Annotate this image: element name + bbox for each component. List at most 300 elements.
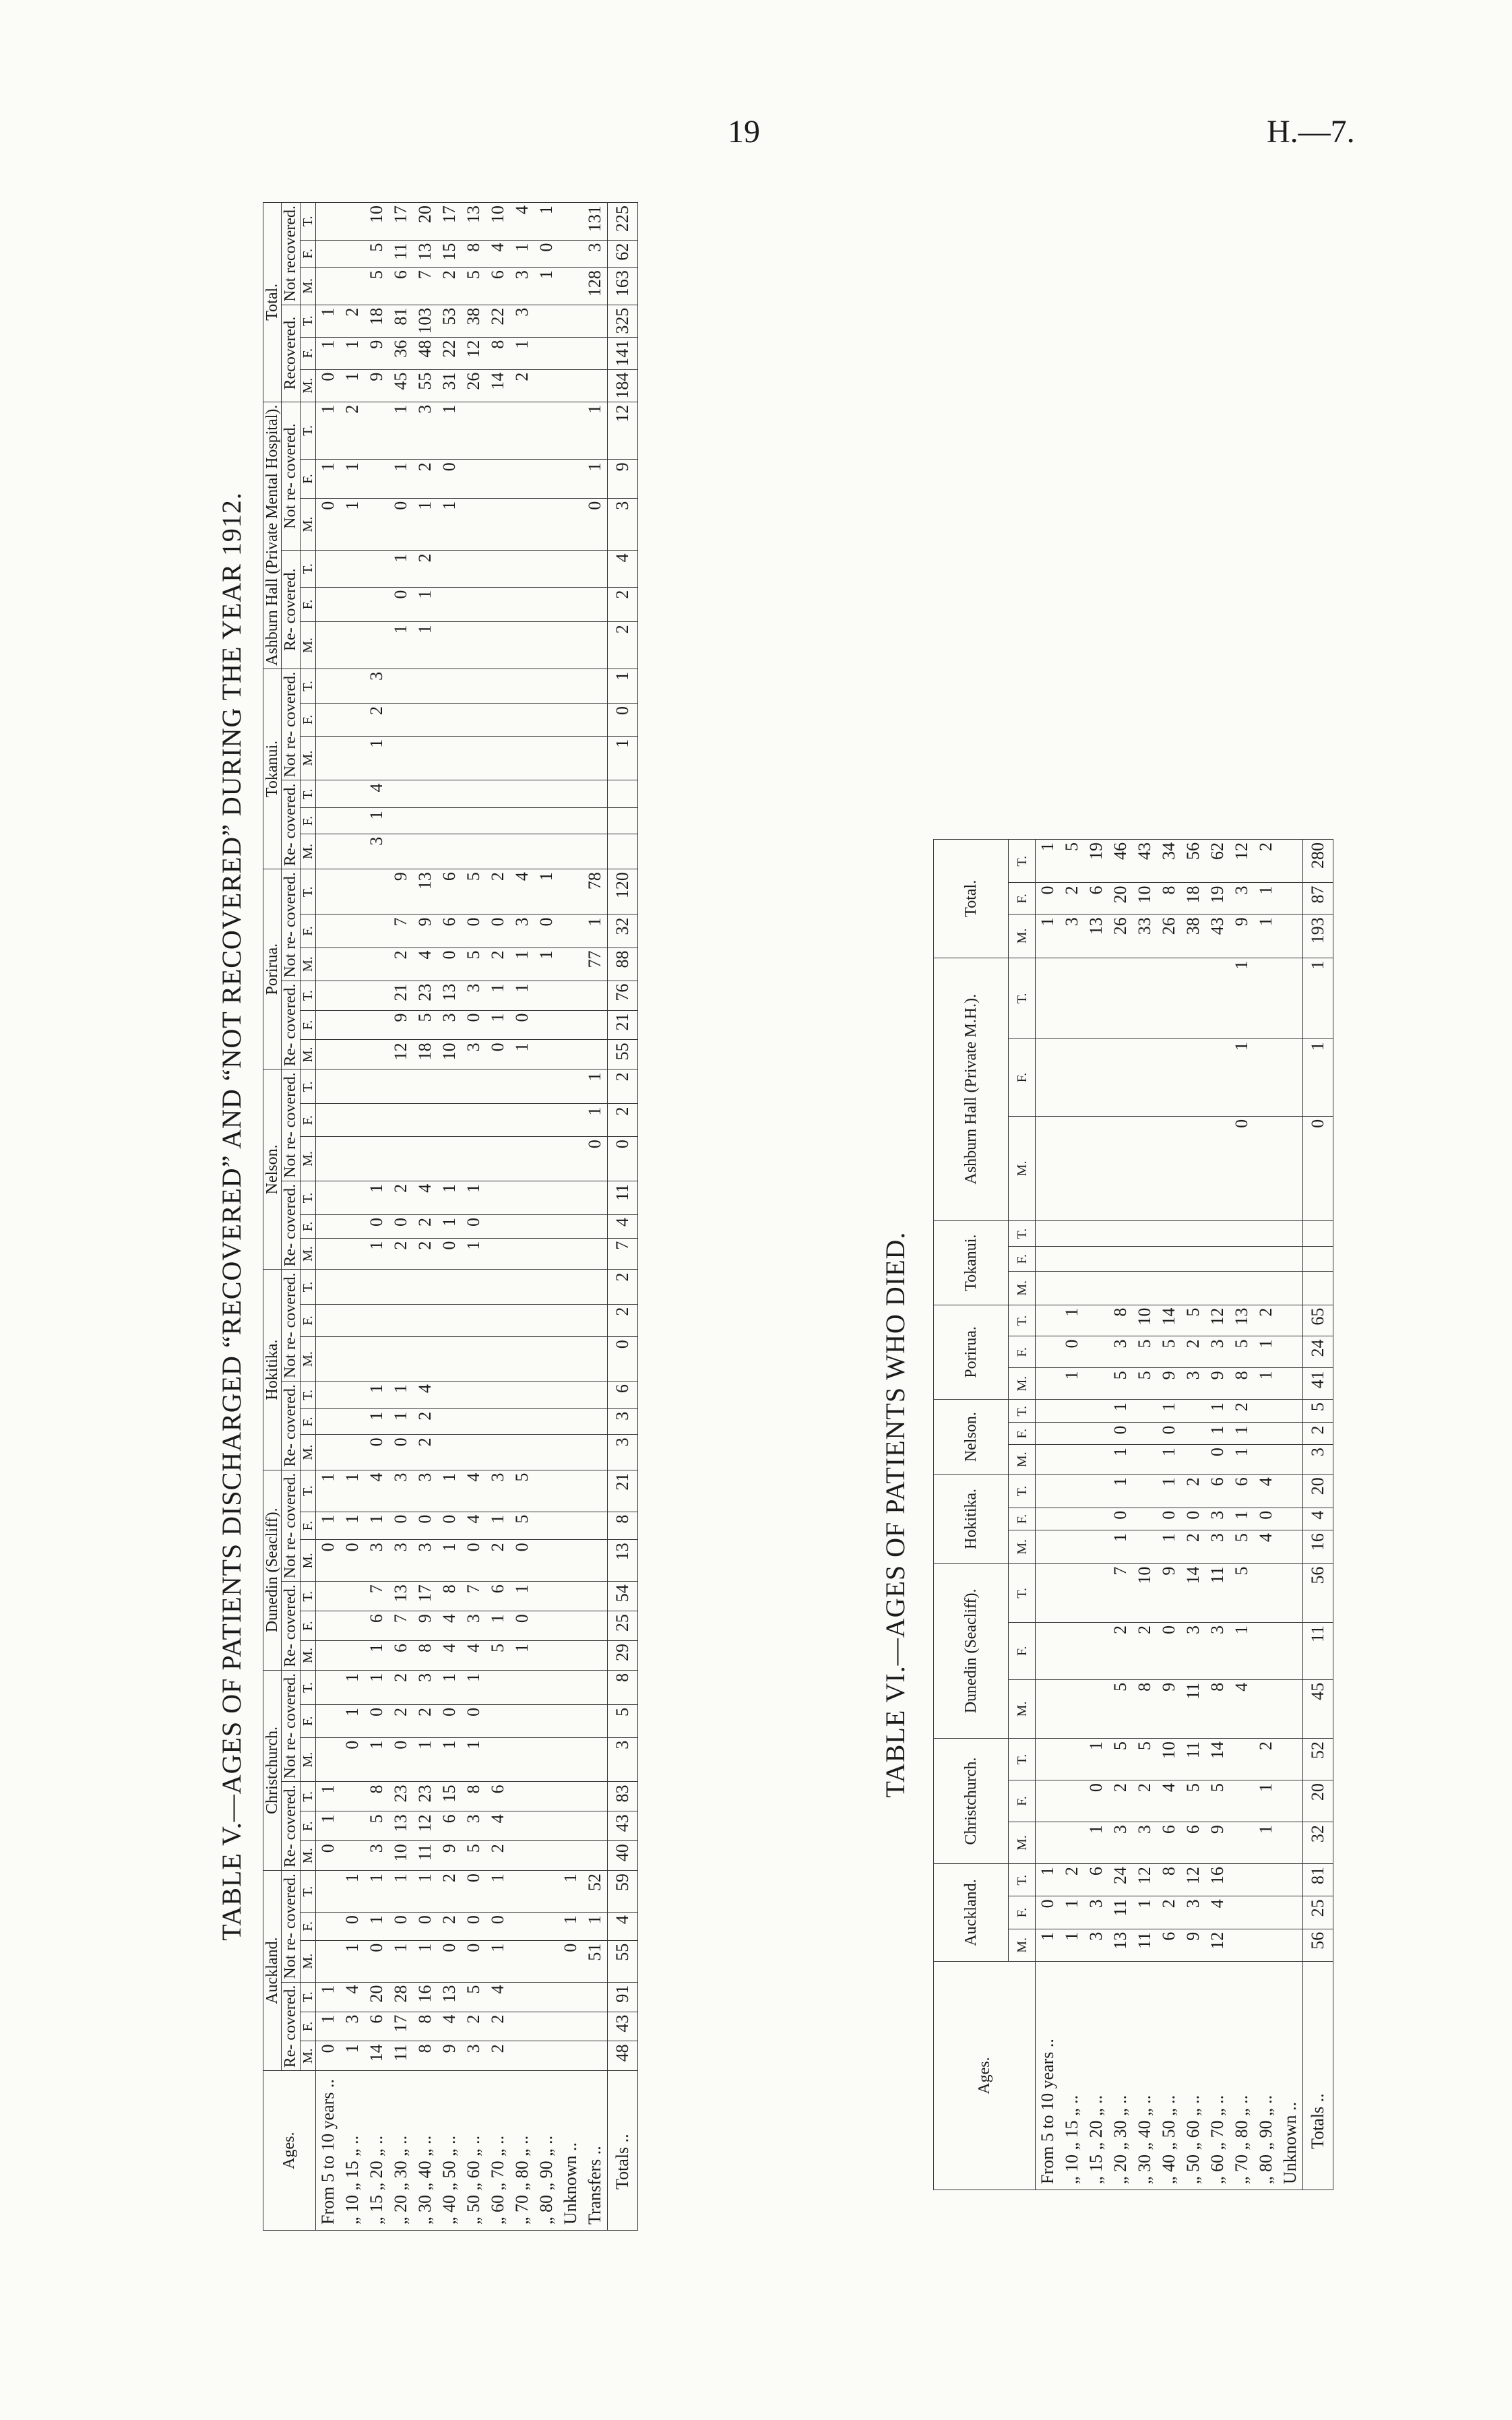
value-cell bbox=[559, 1337, 583, 1382]
value-cell bbox=[340, 1010, 365, 1040]
value-cell: 15 bbox=[437, 240, 462, 268]
age-label: „ 15 „ 20 „ .. bbox=[365, 2071, 389, 2231]
value-cell: 11 bbox=[1205, 1563, 1230, 1622]
value-cell bbox=[315, 1382, 340, 1409]
value-cell: 1 bbox=[365, 1238, 389, 1270]
value-cell bbox=[340, 869, 365, 914]
value-cell: 1 bbox=[1157, 1445, 1181, 1475]
value-cell: 4 bbox=[413, 1181, 437, 1214]
value-cell bbox=[315, 1737, 340, 1782]
value-cell: 1 bbox=[510, 1641, 534, 1671]
value-cell bbox=[534, 981, 559, 1010]
value-cell bbox=[315, 1641, 340, 1671]
table-row bbox=[1036, 840, 1061, 2190]
recovered-header: Re- covered. bbox=[282, 1982, 300, 2071]
value-cell bbox=[1254, 1039, 1278, 1117]
value-cell bbox=[437, 1270, 462, 1304]
value-cell: 0 bbox=[486, 914, 510, 948]
value-cell bbox=[534, 1408, 559, 1435]
value-cell: 2 bbox=[1060, 1864, 1084, 1896]
value-cell: 1 bbox=[1254, 883, 1278, 914]
value-cell bbox=[559, 669, 583, 703]
value-cell bbox=[607, 780, 637, 808]
value-cell: 1 bbox=[1157, 1400, 1181, 1423]
value-cell bbox=[365, 1137, 389, 1181]
value-cell: 9 bbox=[413, 914, 437, 948]
value-cell bbox=[1084, 1563, 1108, 1622]
value-cell: 3 bbox=[1181, 1896, 1205, 1929]
value-cell: 87 bbox=[1303, 883, 1333, 914]
value-cell: 5 bbox=[462, 869, 486, 914]
value-cell bbox=[534, 1470, 559, 1512]
value-cell bbox=[340, 1841, 365, 1871]
value-cell bbox=[534, 1540, 559, 1582]
value-cell: 18 bbox=[1181, 883, 1205, 914]
institution-header: Porirua. bbox=[934, 1305, 1009, 1399]
male-header: M. bbox=[300, 1737, 315, 1782]
value-cell bbox=[1084, 1368, 1108, 1400]
value-cell: 1 bbox=[340, 337, 365, 369]
value-cell: 1 bbox=[1254, 914, 1278, 958]
value-cell: 3 bbox=[413, 1540, 437, 1582]
value-cell bbox=[437, 551, 462, 587]
value-cell bbox=[510, 1841, 534, 1871]
value-cell bbox=[486, 1238, 510, 1270]
value-cell: 1 bbox=[413, 1940, 437, 1982]
value-cell: 2 bbox=[437, 268, 462, 305]
value-cell: 33 bbox=[1133, 914, 1157, 958]
male-header: M. bbox=[300, 1641, 315, 1671]
value-cell bbox=[1060, 1679, 1084, 1738]
value-cell: 23 bbox=[389, 1782, 413, 1811]
value-cell bbox=[462, 1137, 486, 1181]
value-cell: 2 bbox=[437, 1913, 462, 1941]
value-cell: 1 bbox=[315, 1982, 340, 2012]
value-cell: 13 bbox=[413, 240, 437, 268]
value-cell: 4 bbox=[607, 551, 637, 587]
value-cell: 0 bbox=[1108, 1508, 1133, 1530]
value-cell: 1 bbox=[340, 1940, 365, 1982]
value-cell: 4 bbox=[607, 1215, 637, 1239]
value-cell bbox=[1084, 1445, 1108, 1475]
value-cell bbox=[559, 869, 583, 914]
value-cell bbox=[510, 1137, 534, 1181]
value-cell bbox=[583, 1238, 608, 1270]
value-cell: 0 bbox=[462, 1705, 486, 1738]
value-cell bbox=[1084, 1530, 1108, 1564]
value-cell bbox=[1205, 958, 1230, 1039]
value-cell bbox=[583, 1641, 608, 1671]
value-cell: 4 bbox=[413, 1382, 437, 1409]
value-cell: 5 bbox=[1157, 1336, 1181, 1368]
age-label: „ 40 „ 50 „ .. bbox=[437, 2071, 462, 2231]
value-cell: 32 bbox=[1303, 1822, 1333, 1864]
value-cell: 20 bbox=[413, 203, 437, 241]
total-header: T. bbox=[300, 1470, 315, 1512]
female-header: F. bbox=[300, 1010, 315, 1040]
table-vi-block bbox=[879, 839, 1327, 2190]
value-cell: 77 bbox=[583, 948, 608, 981]
value-cell bbox=[1060, 1039, 1084, 1117]
male-header: M. bbox=[300, 736, 315, 780]
value-cell: 4 bbox=[462, 1512, 486, 1540]
value-cell: 1 bbox=[389, 460, 413, 498]
value-cell bbox=[1036, 1822, 1061, 1864]
value-cell bbox=[1278, 1864, 1303, 1896]
value-cell bbox=[1278, 1305, 1303, 1336]
value-cell bbox=[340, 808, 365, 834]
value-cell: 2 bbox=[607, 1104, 637, 1137]
age-label: Unknown .. bbox=[1278, 1962, 1303, 2190]
table-row bbox=[413, 203, 437, 2231]
table-v bbox=[263, 202, 638, 2231]
value-cell bbox=[462, 780, 486, 808]
value-cell bbox=[340, 1435, 365, 1470]
value-cell: 1 bbox=[365, 1641, 389, 1671]
value-cell bbox=[1133, 1272, 1157, 1305]
value-cell: 2 bbox=[340, 305, 365, 337]
value-cell: 9 bbox=[389, 869, 413, 914]
age-label: „ 60 „ 70 „ .. bbox=[486, 2071, 510, 2231]
value-cell bbox=[534, 337, 559, 369]
table-v-block bbox=[216, 202, 741, 2231]
value-cell bbox=[462, 460, 486, 498]
value-cell: 0 bbox=[1108, 1423, 1133, 1445]
value-cell bbox=[486, 622, 510, 669]
age-label: „ 10 „ 15 „ .. bbox=[340, 2071, 365, 2231]
value-cell: 43 bbox=[607, 2012, 637, 2041]
value-cell bbox=[510, 1913, 534, 1941]
value-cell bbox=[534, 1382, 559, 1409]
value-cell: 1 bbox=[413, 622, 437, 669]
value-cell: 8 bbox=[413, 2012, 437, 2041]
value-cell: 120 bbox=[607, 869, 637, 914]
value-cell: 4 bbox=[486, 1982, 510, 2012]
value-cell bbox=[534, 669, 559, 703]
value-cell bbox=[486, 402, 510, 460]
value-cell bbox=[1181, 1116, 1205, 1220]
value-cell: 17 bbox=[389, 203, 413, 241]
recovered-header: Re- covered. bbox=[282, 1382, 300, 1470]
value-cell bbox=[437, 736, 462, 780]
value-cell bbox=[1108, 1247, 1133, 1272]
value-cell: 5 bbox=[1230, 1563, 1254, 1622]
value-cell bbox=[1036, 1272, 1061, 1305]
value-cell: 23 bbox=[413, 1782, 437, 1811]
male-header: M. bbox=[300, 1137, 315, 1181]
value-cell bbox=[486, 1270, 510, 1304]
value-cell bbox=[1254, 1400, 1278, 1423]
value-cell bbox=[486, 551, 510, 587]
female-header: F. bbox=[1009, 1780, 1036, 1822]
value-cell: 193 bbox=[1303, 914, 1333, 958]
total-header: T. bbox=[1009, 1739, 1036, 1780]
value-cell: 24 bbox=[1303, 1336, 1333, 1368]
value-cell: 11 bbox=[413, 1841, 437, 1871]
value-cell: 8 bbox=[1205, 1679, 1230, 1738]
value-cell: 1 bbox=[365, 1913, 389, 1941]
male-header: M. bbox=[300, 369, 315, 402]
value-cell: 1 bbox=[315, 1811, 340, 1841]
value-cell bbox=[1036, 1679, 1061, 1738]
value-cell bbox=[486, 1069, 510, 1104]
value-cell: 3 bbox=[1084, 1896, 1108, 1929]
value-cell: 6 bbox=[486, 268, 510, 305]
value-cell: 8 bbox=[462, 240, 486, 268]
value-cell bbox=[1254, 1445, 1278, 1475]
value-cell bbox=[534, 2041, 559, 2071]
value-cell: 54 bbox=[607, 1582, 637, 1611]
table-row bbox=[1060, 840, 1084, 2190]
value-cell: 2 bbox=[413, 1705, 437, 1738]
value-cell: 81 bbox=[1303, 1864, 1333, 1896]
value-cell: 2 bbox=[1181, 1530, 1205, 1564]
value-cell bbox=[1157, 1039, 1181, 1117]
value-cell: 17 bbox=[437, 203, 462, 241]
value-cell bbox=[1084, 1336, 1108, 1368]
value-cell: 62 bbox=[1205, 840, 1230, 883]
value-cell: 4 bbox=[462, 1641, 486, 1671]
male-header: M. bbox=[300, 622, 315, 669]
value-cell: 11 bbox=[1181, 1739, 1205, 1780]
total-header: T. bbox=[300, 981, 315, 1010]
value-cell bbox=[1133, 1423, 1157, 1445]
value-cell: 10 bbox=[1157, 1739, 1181, 1780]
total-header: T. bbox=[300, 1069, 315, 1104]
value-cell: 8 bbox=[607, 1512, 637, 1540]
value-cell bbox=[315, 704, 340, 737]
value-cell bbox=[559, 834, 583, 869]
value-cell bbox=[315, 1069, 340, 1104]
value-cell: 23 bbox=[413, 981, 437, 1010]
value-cell: 11 bbox=[1303, 1622, 1333, 1679]
value-cell bbox=[1060, 1563, 1084, 1622]
value-cell: 1 bbox=[1036, 1864, 1061, 1896]
value-cell bbox=[462, 551, 486, 587]
value-cell: 2 bbox=[1108, 1622, 1133, 1679]
value-cell bbox=[1036, 1039, 1061, 1117]
value-cell bbox=[340, 780, 365, 808]
value-cell bbox=[1278, 1530, 1303, 1564]
value-cell: 2 bbox=[413, 1215, 437, 1239]
value-cell bbox=[1254, 1622, 1278, 1679]
total-header: T. bbox=[300, 780, 315, 808]
value-cell: 5 bbox=[1060, 840, 1084, 883]
value-cell bbox=[1254, 1679, 1278, 1738]
value-cell: 10 bbox=[1133, 1305, 1157, 1336]
value-cell bbox=[365, 1104, 389, 1137]
male-header: M. bbox=[300, 1337, 315, 1382]
value-cell: 1 bbox=[1230, 1622, 1254, 1679]
value-cell bbox=[437, 1337, 462, 1382]
value-cell bbox=[559, 1137, 583, 1181]
value-cell: 3 bbox=[1108, 1336, 1133, 1368]
value-cell bbox=[534, 1270, 559, 1304]
value-cell: 10 bbox=[486, 203, 510, 241]
value-cell bbox=[559, 1841, 583, 1871]
value-cell: 20 bbox=[1108, 883, 1133, 914]
male-header: M. bbox=[300, 1540, 315, 1582]
age-label: From 5 to 10 years .. bbox=[1036, 1962, 1061, 2190]
value-cell: 56 bbox=[1181, 840, 1205, 883]
value-cell: 78 bbox=[583, 869, 608, 914]
value-cell: 12 bbox=[1205, 1305, 1230, 1336]
value-cell bbox=[437, 1435, 462, 1470]
value-cell: 76 bbox=[607, 981, 637, 1010]
value-cell bbox=[1060, 1530, 1084, 1564]
value-cell: 2 bbox=[413, 551, 437, 587]
value-cell bbox=[1278, 1679, 1303, 1738]
value-cell: 1 bbox=[486, 1512, 510, 1540]
value-cell: 12 bbox=[462, 337, 486, 369]
value-cell: 0 bbox=[1084, 1780, 1108, 1822]
value-cell: 28 bbox=[389, 1982, 413, 2012]
value-cell: 2 bbox=[340, 402, 365, 460]
value-cell bbox=[583, 1670, 608, 1704]
value-cell: 11 bbox=[1133, 1929, 1157, 1961]
value-cell bbox=[462, 1435, 486, 1470]
institution-header: Christchurch. bbox=[934, 1739, 1009, 1864]
value-cell: 1 bbox=[340, 1705, 365, 1738]
value-cell: 0 bbox=[1205, 1445, 1230, 1475]
value-cell: 56 bbox=[1303, 1929, 1333, 1961]
value-cell: 1 bbox=[389, 622, 413, 669]
value-cell: 45 bbox=[389, 369, 413, 402]
value-cell: 1 bbox=[413, 1737, 437, 1782]
value-cell: 5 bbox=[1108, 1739, 1133, 1780]
value-cell: 9 bbox=[1205, 1822, 1230, 1864]
value-cell bbox=[583, 622, 608, 669]
value-cell: 32 bbox=[607, 914, 637, 948]
value-cell bbox=[1278, 1896, 1303, 1929]
value-cell bbox=[437, 704, 462, 737]
value-cell: 11 bbox=[607, 1181, 637, 1214]
value-cell: 2 bbox=[1181, 1475, 1205, 1508]
value-cell bbox=[1205, 1247, 1230, 1272]
value-cell: 7 bbox=[462, 1582, 486, 1611]
value-cell bbox=[389, 704, 413, 737]
value-cell bbox=[315, 1181, 340, 1214]
value-cell bbox=[1157, 1116, 1181, 1220]
female-header: F. bbox=[1009, 1508, 1036, 1530]
value-cell: 4 bbox=[340, 1982, 365, 2012]
value-cell: 13 bbox=[1084, 914, 1108, 958]
value-cell: 1 bbox=[340, 1871, 365, 1913]
value-cell: 3 bbox=[607, 1408, 637, 1435]
value-cell bbox=[510, 1215, 534, 1239]
value-cell bbox=[340, 240, 365, 268]
value-cell: 26 bbox=[1157, 914, 1181, 958]
value-cell bbox=[315, 622, 340, 669]
value-cell: 1 bbox=[365, 1181, 389, 1214]
value-cell bbox=[462, 1270, 486, 1304]
value-cell: 12 bbox=[389, 1040, 413, 1069]
value-cell: 1 bbox=[534, 869, 559, 914]
value-cell: 53 bbox=[437, 305, 462, 337]
value-cell bbox=[583, 1611, 608, 1641]
table-row bbox=[1181, 840, 1205, 2190]
total-header: T. bbox=[1009, 840, 1036, 883]
value-cell bbox=[583, 1470, 608, 1512]
header-row-sex bbox=[300, 203, 315, 2231]
value-cell: 3 bbox=[1181, 1622, 1205, 1679]
value-cell: 9 bbox=[1157, 1368, 1181, 1400]
value-cell bbox=[1060, 1445, 1084, 1475]
value-cell: 8 bbox=[437, 1582, 462, 1611]
value-cell: 1 bbox=[510, 337, 534, 369]
value-cell bbox=[559, 1382, 583, 1409]
value-cell bbox=[486, 1382, 510, 1409]
value-cell bbox=[559, 1811, 583, 1841]
value-cell bbox=[534, 587, 559, 622]
value-cell: 6 bbox=[437, 1811, 462, 1841]
value-cell bbox=[534, 1982, 559, 2012]
value-cell bbox=[389, 736, 413, 780]
value-cell bbox=[1157, 1220, 1181, 1247]
value-cell: 9 bbox=[365, 369, 389, 402]
age-label: „ 20 „ 30 „ .. bbox=[1108, 1962, 1133, 2190]
value-cell: 4 bbox=[486, 240, 510, 268]
value-cell bbox=[534, 1737, 559, 1782]
male-header: M. bbox=[300, 834, 315, 869]
value-cell bbox=[1181, 1220, 1205, 1247]
value-cell: 1 bbox=[583, 460, 608, 498]
recovered-header: Re- covered. bbox=[282, 1782, 300, 1871]
value-cell bbox=[1278, 1272, 1303, 1305]
value-cell: 0 bbox=[1036, 883, 1061, 914]
value-cell: 0 bbox=[365, 1705, 389, 1738]
value-cell bbox=[510, 1670, 534, 1704]
value-cell: 1 bbox=[315, 1782, 340, 1811]
not-recovered-header: Not re- covered. bbox=[282, 1270, 300, 1382]
value-cell bbox=[315, 1435, 340, 1470]
value-cell bbox=[1108, 1272, 1133, 1305]
value-cell bbox=[462, 1382, 486, 1409]
value-cell: 3 bbox=[1181, 1368, 1205, 1400]
value-cell bbox=[486, 704, 510, 737]
value-cell: 1 bbox=[315, 2012, 340, 2041]
value-cell bbox=[315, 1010, 340, 1040]
value-cell bbox=[1133, 958, 1157, 1039]
value-cell: 5 bbox=[413, 1010, 437, 1040]
value-cell bbox=[510, 1304, 534, 1337]
value-cell: 1 bbox=[365, 736, 389, 780]
value-cell: 52 bbox=[583, 1871, 608, 1913]
value-cell bbox=[534, 780, 559, 808]
header-row-institutions bbox=[263, 203, 282, 2231]
value-cell: 1 bbox=[1230, 1039, 1254, 1117]
value-cell bbox=[437, 808, 462, 834]
value-cell bbox=[340, 587, 365, 622]
value-cell bbox=[486, 498, 510, 551]
value-cell bbox=[462, 1337, 486, 1382]
value-cell: 2 bbox=[486, 948, 510, 981]
table-row bbox=[1157, 840, 1181, 2190]
recovered-header: Re- covered. bbox=[282, 981, 300, 1069]
value-cell bbox=[1205, 1220, 1230, 1247]
value-cell: 24 bbox=[1108, 1864, 1133, 1896]
value-cell bbox=[534, 622, 559, 669]
value-cell bbox=[315, 981, 340, 1010]
value-cell: 1 bbox=[510, 1040, 534, 1069]
value-cell bbox=[486, 834, 510, 869]
total-header: T. bbox=[300, 1782, 315, 1811]
value-cell bbox=[510, 587, 534, 622]
value-cell: 325 bbox=[607, 305, 637, 337]
value-cell: 11 bbox=[389, 2041, 413, 2071]
value-cell: 0 bbox=[413, 1913, 437, 1941]
total-header: T. bbox=[300, 203, 315, 241]
